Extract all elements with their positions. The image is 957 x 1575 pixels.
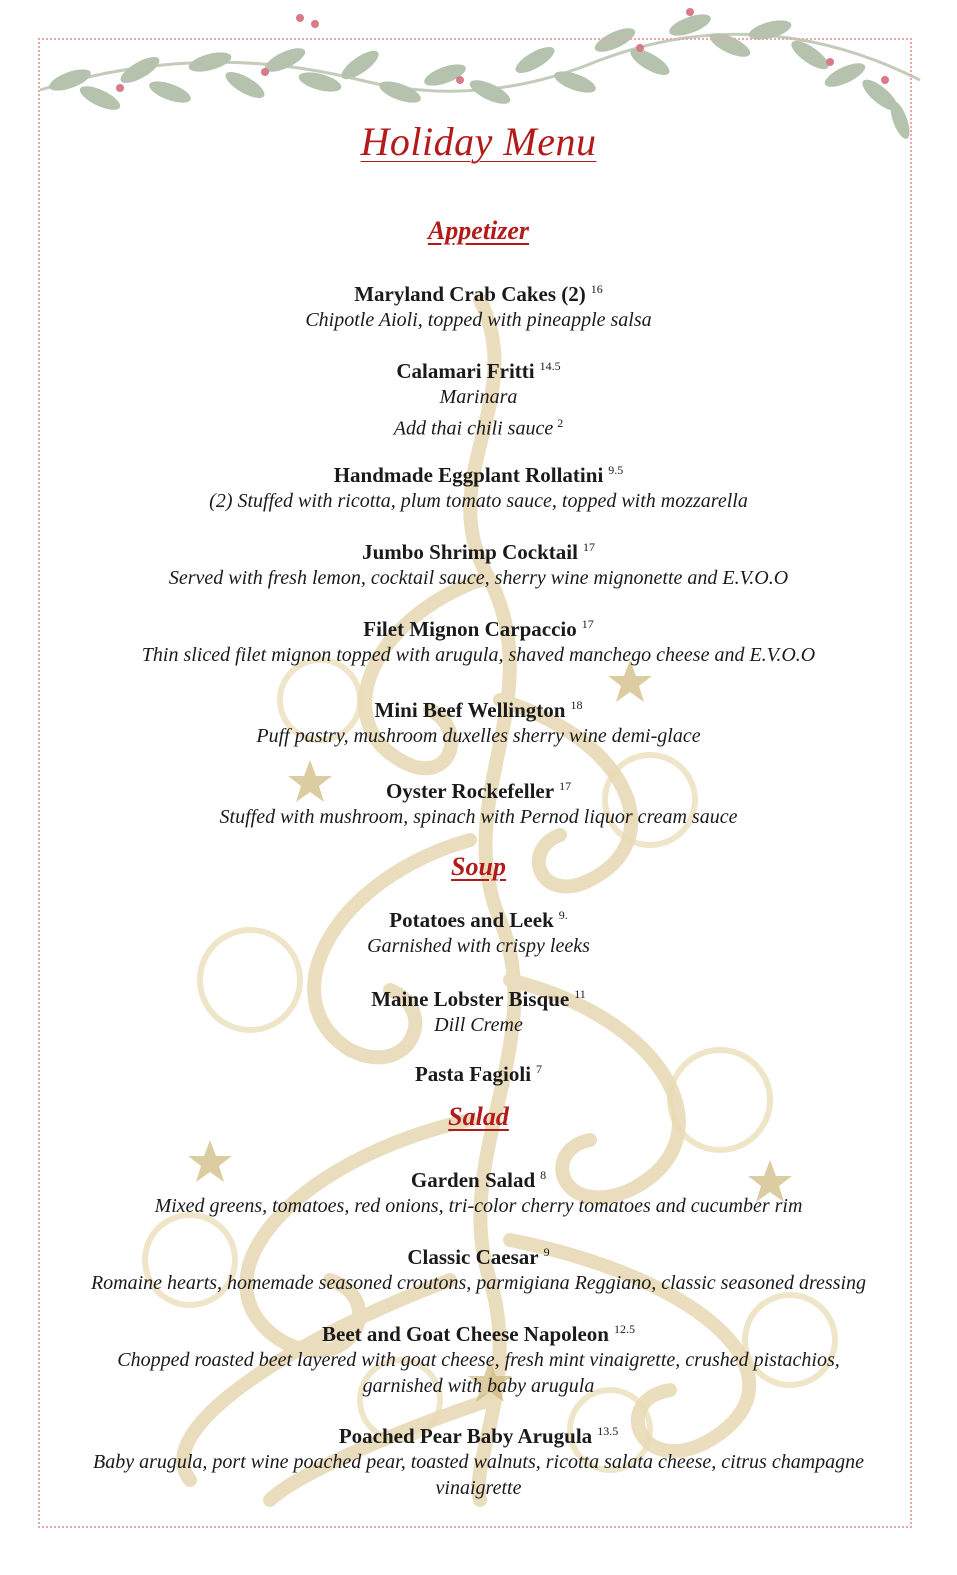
item-price: 17 (559, 779, 572, 793)
item-price: 14.5 (539, 359, 561, 373)
menu-item (0, 353, 957, 442)
menu-item (0, 773, 957, 830)
item-description: Thin sliced filet mignon topped with arugula, shaved manchego cheese and E.V.O.O (141, 644, 816, 666)
item-name: Filet Mignon Carpaccio (363, 617, 577, 641)
menu-item (0, 981, 957, 1038)
menu-item (0, 1316, 957, 1399)
item-price: 12.5 (614, 1322, 635, 1336)
item-name: Oyster Rockefeller (385, 779, 555, 803)
item-description: (2) Stuffed with ricotta, plum tomato sauce, topped with mozzarella (209, 490, 748, 512)
item-description: Marinara (439, 386, 518, 408)
item-description: Served with fresh lemon, cocktail sauce, sherry wine mignonette and E.V.O.O (168, 567, 789, 589)
item-addon: Add thai chili sauce (393, 417, 554, 440)
item-description: Garnished with crispy leeks (367, 935, 590, 957)
item-name: Maryland Crab Cakes (2) (354, 282, 586, 306)
item-description-continued: garnished with baby arugula (362, 1375, 595, 1397)
item-description: Dill Creme (434, 1014, 523, 1036)
menu-item (0, 1239, 957, 1296)
item-price: 18 (570, 698, 583, 712)
section-heading-soup: Soup (451, 852, 506, 881)
menu-item (0, 1418, 957, 1501)
menu-item (0, 457, 957, 514)
item-description: Puff pastry, mushroom duxelles sherry wine demi-glace (256, 725, 701, 747)
item-name: Beet and Goat Cheese Napoleon (322, 1322, 609, 1346)
item-description: Romaine hearts, homemade seasoned croutons, parmigiana Reggiano, classic seasoned dressing (90, 1272, 867, 1294)
menu-item (0, 611, 957, 668)
menu-item (0, 1162, 957, 1219)
item-description: Stuffed with mushroom, spinach with Pernod liquor cream sauce (219, 806, 738, 828)
menu-item (0, 1056, 957, 1087)
menu-item (0, 902, 957, 959)
item-name: Potatoes and Leek (389, 908, 554, 932)
item-price: 17 (582, 540, 595, 554)
item-price: 13.5 (597, 1424, 619, 1438)
item-price: 9 (543, 1245, 550, 1259)
item-description: Chipotle Aioli, topped with pineapple salsa (305, 309, 652, 331)
item-price: 8 (540, 1168, 547, 1182)
item-name: Mini Beef Wellington (374, 698, 566, 722)
item-name: Handmade Eggplant Rollatini (333, 463, 604, 487)
item-price: 17 (581, 617, 594, 631)
menu-title: Holiday Menu (360, 119, 597, 164)
section-heading-appetizer: Appetizer (427, 216, 530, 245)
item-price: 9.5 (608, 463, 624, 477)
item-name: Garden Salad (410, 1168, 536, 1192)
item-description: Mixed greens, tomatoes, red onions, tri-color cherry tomatoes and cucumber rim (154, 1195, 803, 1217)
item-addon-price: 2 (557, 416, 564, 430)
menu-item (0, 276, 957, 333)
item-name: Maine Lobster Bisque (371, 987, 570, 1011)
item-name: Classic Caesar (407, 1245, 539, 1269)
item-price: 7 (536, 1062, 543, 1076)
item-description-continued: vinaigrette (435, 1477, 522, 1499)
item-name: Pasta Fagioli (414, 1062, 532, 1086)
item-price: 16 (590, 282, 603, 296)
item-description: Chopped roasted beet layered with goat cheese, fresh mint vinaigrette, crushed pistachios, (117, 1349, 840, 1371)
item-price: 11 (574, 987, 586, 1001)
item-name: Calamari Fritti (396, 359, 535, 383)
item-price: 9. (558, 908, 568, 922)
menu-item (0, 692, 957, 749)
item-name: Jumbo Shrimp Cocktail (362, 540, 578, 564)
section-heading-salad: Salad (448, 1102, 509, 1131)
item-name: Poached Pear Baby Arugula (338, 1424, 593, 1448)
item-description: Baby arugula, port wine poached pear, toasted walnuts, ricotta salata cheese, citrus champagne (92, 1451, 865, 1473)
menu-item (0, 534, 957, 591)
